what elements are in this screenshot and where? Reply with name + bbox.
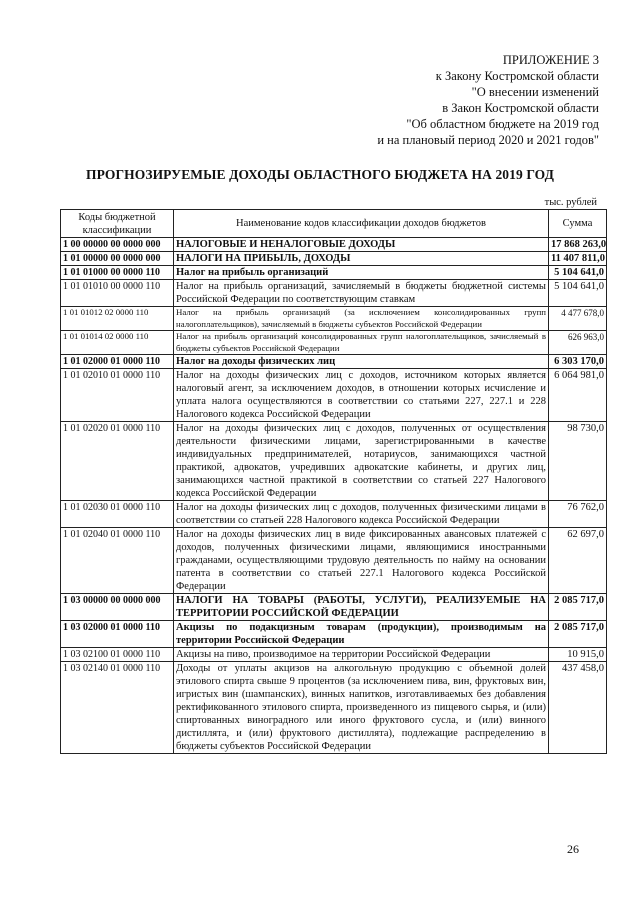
table-row <box>61 648 607 662</box>
row-amount: 10 915,0 <box>549 648 607 662</box>
row-code: 1 01 02020 01 0000 110 <box>61 422 174 501</box>
table-row <box>61 501 607 528</box>
row-code: 1 01 02040 01 0000 110 <box>61 528 174 594</box>
revenue-table <box>60 209 607 754</box>
page-number: 26 <box>567 842 579 856</box>
row-code: 1 01 01012 02 0000 110 <box>61 307 174 331</box>
row-name: НАЛОГИ НА ТОВАРЫ (РАБОТЫ, УСЛУГИ), РЕАЛИЗУЕМЫЕ НА ТЕРРИТОРИИ РОССИЙСКОЙ ФЕДЕРАЦИИ <box>174 594 549 621</box>
row-name: Доходы от уплаты акцизов на алкогольную продукцию с объемной долей этилового спирта свыше 9 процентов (за исключением пива, вин, фруктовых вин, игристых вин (шампанских), винных напитков, изготавливаемых без добавления ректификованного этилового спирта, произведенного из пищевого сырья, и (или) спиртованных виноградного или иного фруктового сусла, и (или) винного дистиллята, и (или) фруктового дистиллята), подлежащие распределению в бюджеты субъектов Российской Федерации <box>174 662 549 754</box>
appendix-line: ПРИЛОЖЕНИЕ 3 <box>502 53 599 67</box>
row-name: НАЛОГОВЫЕ И НЕНАЛОГОВЫЕ ДОХОДЫ <box>174 238 549 252</box>
appendix-line: "Об областном бюджете на 2019 год <box>406 117 599 131</box>
row-name: Налог на прибыль организаций консолидированных групп налогоплательщиков, зачисляемый в бюджеты субъектов Российской Федерации <box>174 331 549 355</box>
row-amount: 5 104 641,0 <box>549 266 607 280</box>
table-row <box>61 594 607 621</box>
row-name: Налог на доходы физических лиц с доходов, полученных от осуществления деятельности физическими лицами, зарегистрированными в качестве индивидуальных предпринимателей, нотариусов, занимающихся частной практикой, адвокатов, учредивших адвокатские кабинеты, и других лиц, занимающихся частной практикой в соответствии со статьей 227 Налогового кодекса Российской Федерации <box>174 422 549 501</box>
row-amount: 2 085 717,0 <box>549 594 607 621</box>
table-row <box>61 252 607 266</box>
row-code: 1 03 02140 01 0000 110 <box>61 662 174 754</box>
row-code: 1 01 01014 02 0000 110 <box>61 331 174 355</box>
table-row <box>61 422 607 501</box>
row-amount: 6 303 170,0 <box>549 355 607 369</box>
row-code: 1 01 00000 00 0000 000 <box>61 252 174 266</box>
table-row <box>61 238 607 252</box>
row-name: Налог на доходы физических лиц в виде фиксированных авансовых платежей с доходов, полученных физическими лицами, являющимися иностранными гражданами, осуществляющими трудовую деятельность по найму на основании патента в соответствии со статьей 227.1 Налогового кодекса Российской Федерации <box>174 528 549 594</box>
row-code: 1 03 02000 01 0000 110 <box>61 621 174 648</box>
header-code: Коды бюджетной классификации <box>61 210 174 238</box>
appendix-line: в Закон Костромской области <box>442 101 599 115</box>
table-row <box>61 307 607 331</box>
table-row <box>61 528 607 594</box>
table-row <box>61 266 607 280</box>
row-code: 1 01 01000 00 0000 110 <box>61 266 174 280</box>
row-name: Налог на доходы физических лиц с доходов, источником которых является налоговый агент, за исключением доходов, в отношении которых исчисление и уплата налога осуществляются в соответствии со статьями 227, 227.1 и 228 Налогового кодекса Российской Федерации <box>174 369 549 422</box>
row-amount: 76 762,0 <box>549 501 607 528</box>
row-amount: 17 868 263,0 <box>549 238 607 252</box>
row-amount: 437 458,0 <box>549 662 607 754</box>
row-amount: 626 963,0 <box>549 331 607 355</box>
appendix-header <box>279 52 599 148</box>
appendix-line: "О внесении изменений <box>471 85 599 99</box>
appendix-line: к Закону Костромской области <box>435 69 599 83</box>
appendix-line: и на плановый период 2020 и 2021 годов" <box>377 133 599 147</box>
header-name: Наименование кодов классификации доходов бюджетов <box>174 210 549 238</box>
table-row <box>61 662 607 754</box>
table-row <box>61 280 607 307</box>
table-row <box>61 331 607 355</box>
row-amount: 4 477 678,0 <box>549 307 607 331</box>
row-amount: 62 697,0 <box>549 528 607 594</box>
row-code: 1 01 02030 01 0000 110 <box>61 501 174 528</box>
row-name: Налог на доходы физических лиц с доходов, полученных физическими лицами в соответствии со статьей 228 Налогового кодекса Российской Федерации <box>174 501 549 528</box>
row-code: 1 03 02100 01 0000 110 <box>61 648 174 662</box>
row-name: Налог на доходы физических лиц <box>174 355 549 369</box>
table-row <box>61 621 607 648</box>
table-row <box>61 369 607 422</box>
row-name: Акцизы на пиво, производимое на территории Российской Федерации <box>174 648 549 662</box>
row-code: 1 01 02010 01 0000 110 <box>61 369 174 422</box>
row-amount: 5 104 641,0 <box>549 280 607 307</box>
row-name: Акцизы по подакцизным товарам (продукции), производимым на территории Российской Федерации <box>174 621 549 648</box>
row-amount: 98 730,0 <box>549 422 607 501</box>
document-title: ПРОГНОЗИРУЕМЫЕ ДОХОДЫ ОБЛАСТНОГО БЮДЖЕТА НА 2019 ГОД <box>85 167 555 182</box>
table-row <box>61 355 607 369</box>
unit-label: тыс. рублей <box>544 197 597 208</box>
row-code: 1 00 00000 00 0000 000 <box>61 238 174 252</box>
row-name: Налог на прибыль организаций, зачисляемый в бюджеты бюджетной системы Российской Федерации по соответствующим ставкам <box>174 280 549 307</box>
table-header-row <box>61 210 607 238</box>
row-code: 1 03 00000 00 0000 000 <box>61 594 174 621</box>
row-name: Налог на прибыль организаций (за исключением консолидированных групп налогоплательщиков), зачисляемый в бюджеты субъектов Российской Федерации <box>174 307 549 331</box>
row-code: 1 01 01010 00 0000 110 <box>61 280 174 307</box>
header-amount: Сумма <box>549 210 607 238</box>
row-amount: 11 407 811,0 <box>549 252 607 266</box>
row-amount: 6 064 981,0 <box>549 369 607 422</box>
row-amount: 2 085 717,0 <box>549 621 607 648</box>
row-code: 1 01 02000 01 0000 110 <box>61 355 174 369</box>
row-name: Налог на прибыль организаций <box>174 266 549 280</box>
row-name: НАЛОГИ НА ПРИБЫЛЬ, ДОХОДЫ <box>174 252 549 266</box>
